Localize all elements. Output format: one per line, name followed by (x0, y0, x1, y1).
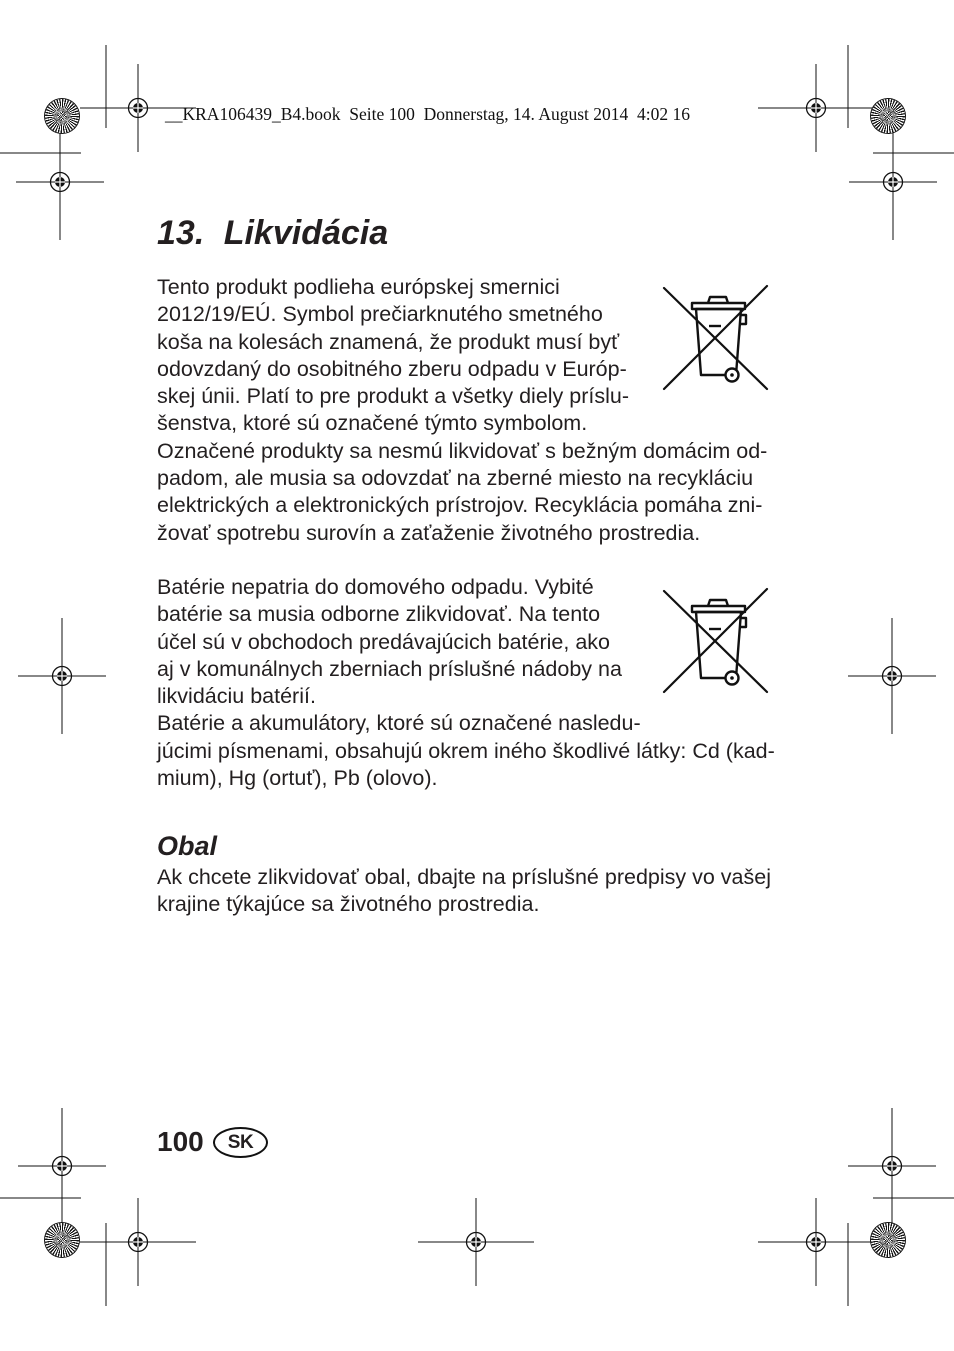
sub-heading-packaging: Obal (157, 831, 218, 861)
body-text-line: Ak chcete zlikvidovať obal, dbajte na príslušné predpisy vo vašej (157, 865, 771, 889)
body-text-line: padom, ale musia sa odovzdať na zberné miesto na recykláciu (157, 466, 754, 491)
body-text-line: batérie sa musia odborne zlikvidovať. Na tento (157, 602, 601, 627)
body-text-line: koša na kolesách znamená, že produkt musí byť (157, 329, 620, 354)
body-text-line: mium), Hg (ortuť), Pb (olovo). (157, 766, 438, 791)
body-text-line: skej únii. Platí to pre produkt a všetky diely príslu- (157, 384, 630, 409)
color-starburst-icon (871, 1223, 905, 1257)
body-text-line: likvidáciu batérií. (157, 684, 316, 709)
body-text-line: účel sú v obchodoch predávajúcich batérie, ako (157, 629, 610, 654)
body-text-line: šenstva, ktoré sú označené týmto symbolom. (157, 411, 588, 436)
body-text-line: žovať spotrebu surovín a zaťaženie životného prostredia. (157, 520, 701, 545)
body-text-line: Tento produkt podlieha európskej smernici (157, 275, 560, 299)
color-starburst-icon (45, 1223, 79, 1257)
body-text-line: Označené produkty sa nesmú likvidovať s bežným domácim od- (157, 438, 768, 463)
crossed-out-wheelie-bin-icon (660, 283, 770, 393)
section-heading: 13. Likvidácia (157, 214, 389, 252)
body-text-line: Batérie a akumulátory, ktoré sú označené nasledu- (157, 711, 641, 736)
body-text-line: krajine týkajúce sa životného prostredia. (157, 892, 540, 917)
body-text-line: elektrických a elektronických prístrojov. Recyklácia pomáha zni- (157, 493, 763, 518)
color-starburst-icon (871, 99, 905, 133)
crossed-out-wheelie-bin-icon (660, 586, 770, 696)
page-number: 100 (157, 1126, 204, 1157)
language-badge (213, 1127, 268, 1158)
language-badge-label: SK (227, 1131, 254, 1153)
body-text-line: júcimi písmenami, obsahujú okrem iného škodlivé látky: Cd (kad- (157, 738, 775, 763)
color-starburst-icon (45, 99, 79, 133)
print-slug: __KRA106439_B4.book Seite 100 Donnerstag, 14. August 2014 4:02 16 (165, 104, 690, 124)
body-text-line: Batérie nepatria do domového odpadu. Vybité (157, 575, 594, 599)
body-text-line: 2012/19/EÚ. Symbol prečiarknutého smetného (157, 302, 603, 327)
packaging-text (157, 864, 771, 919)
body-text-line: aj v komunálnych zberniach príslušné nádoby na (157, 656, 622, 681)
body-text-line: odovzdaný do osobitného zberu odpadu v Európ- (157, 356, 627, 381)
